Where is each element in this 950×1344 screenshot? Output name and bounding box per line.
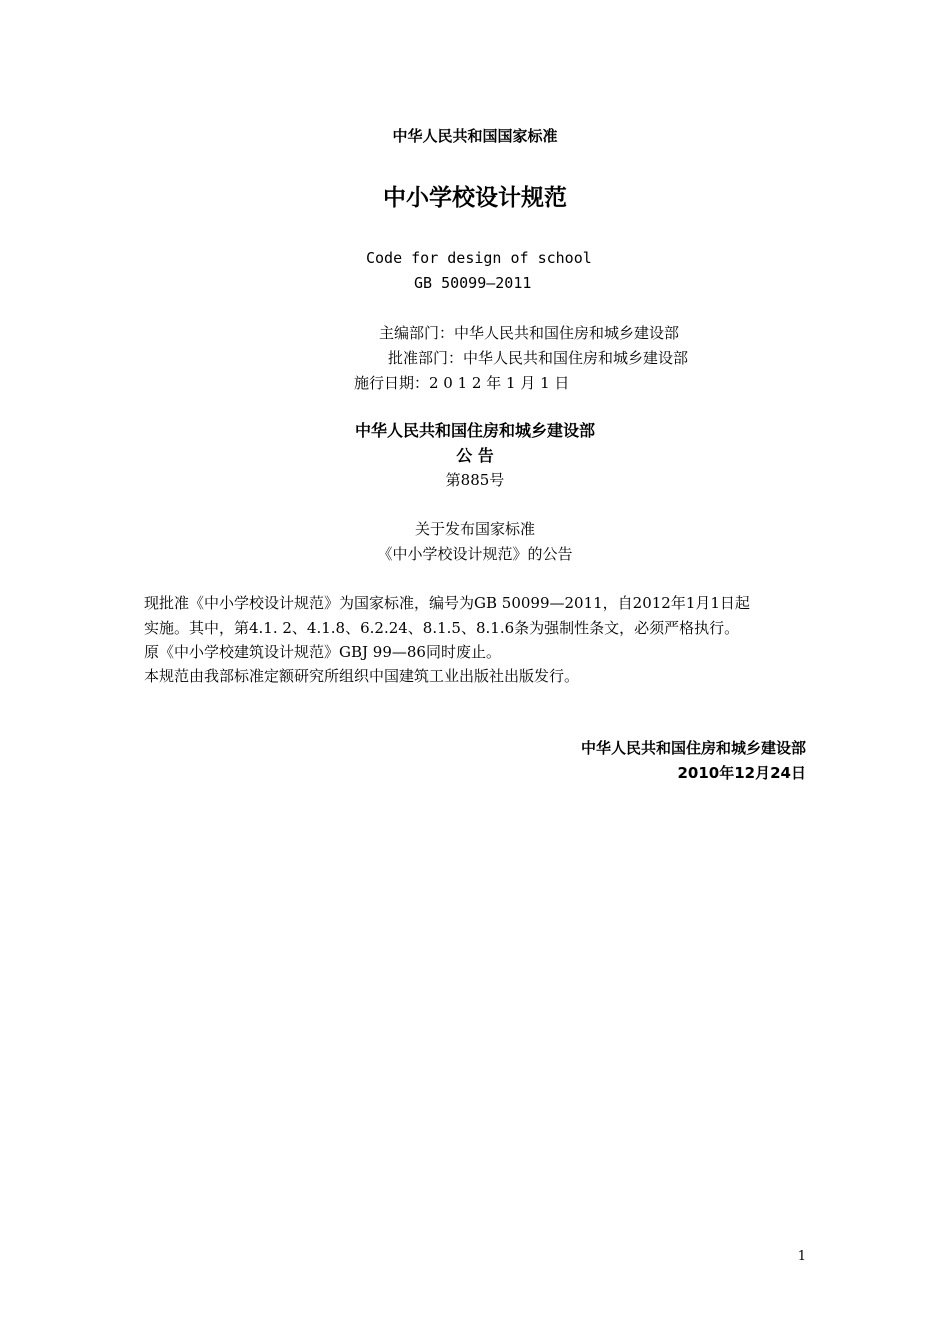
announcement-ministry: 中华人民共和国住房和城乡建设部 bbox=[354, 421, 595, 440]
announcement-subject-line1: 关于发布国家标准 bbox=[414, 520, 535, 538]
national-standard-label: 中华人民共和国国家标准 bbox=[392, 127, 558, 145]
signature-ministry: 中华人民共和国住房和城乡建设部 bbox=[580, 739, 806, 757]
editor-department: 主编部门：中华人民共和国住房和城乡建设部 bbox=[379, 324, 680, 342]
effective-date: 施行日期：2 0 1 2 年 1 月 1 日 bbox=[354, 374, 570, 392]
standard-code: GB 50099—2011 bbox=[414, 274, 532, 292]
body-line-3: 原《中小学校建筑设计规范》GBJ 99—86同时废止。 bbox=[144, 643, 501, 661]
body-line-2: 实施。其中，第4.1. 2、4.1.8、6.2.24、8.1.5、8.1.6条为强制性条文，必须严格执行。 bbox=[144, 619, 740, 637]
approver-department: 批准部门：中华人民共和国住房和城乡建设部 bbox=[388, 349, 689, 367]
page-number: 1 bbox=[797, 1249, 806, 1264]
announcement-number: 第885号 bbox=[445, 471, 505, 489]
body-line-4: 本规范由我部标准定额研究所组织中国建筑工业出版社出版发行。 bbox=[144, 667, 580, 685]
announcement-heading: 公 告 bbox=[456, 446, 494, 465]
body-line-1: 现批准《中小学校设计规范》为国家标准，编号为GB 50099—2011，自2012年1月1日起 bbox=[144, 594, 750, 612]
document-title: 中小学校设计规范 bbox=[383, 185, 567, 211]
signature-date: 2010年12月24日 bbox=[677, 764, 806, 782]
english-title: Code for design of school bbox=[366, 249, 592, 267]
announcement-subject-line2: 《中小学校设计规范》的公告 bbox=[377, 545, 573, 563]
